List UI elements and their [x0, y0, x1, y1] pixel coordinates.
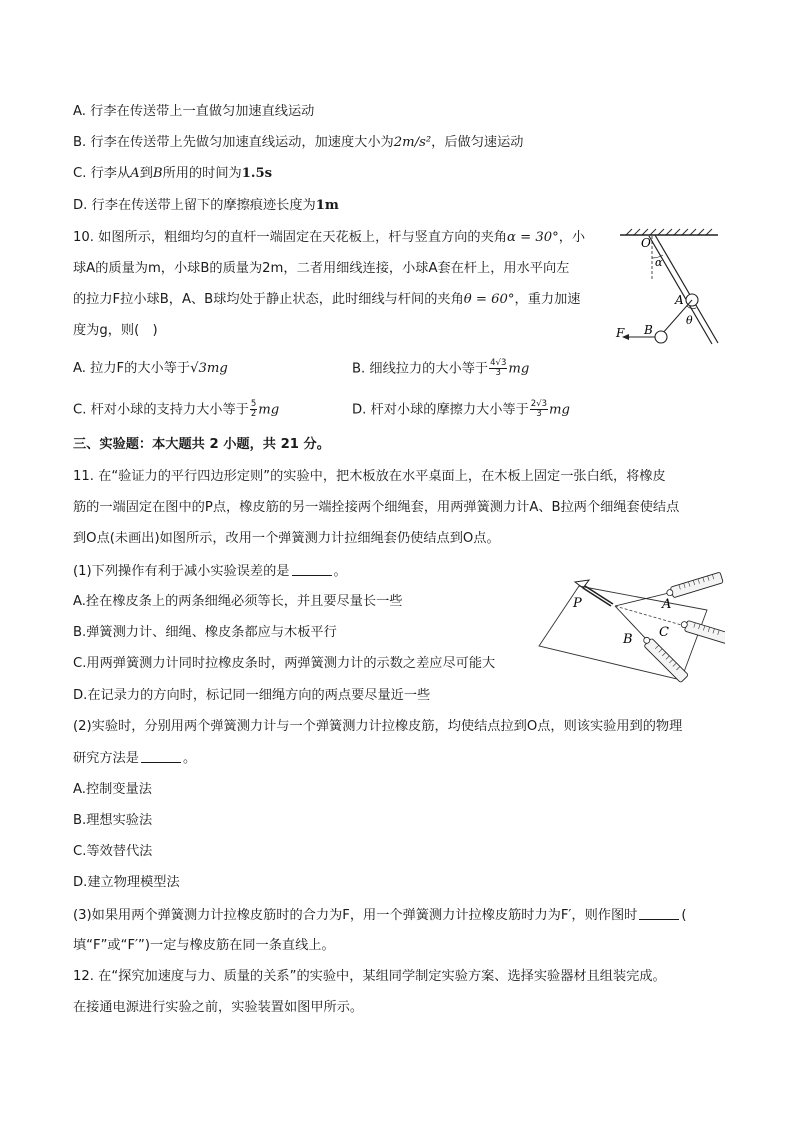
- label-O: O: [641, 236, 651, 250]
- q10-stem-line4: 度为g，则( ): [73, 323, 158, 338]
- q11-part1-option-a: A.拴在橡皮条上的两条细绳必须等长，并且要尽量长一些: [73, 594, 403, 609]
- answer-blank[interactable]: [292, 561, 332, 576]
- q12-stem-line1: 12. 在“探究加速度与力、质量的关系”的实验中，某组同学制定实验方案、选择实验器材且组装完成。: [73, 969, 666, 984]
- q11-board-figure: [535, 566, 725, 684]
- label-B: B: [623, 632, 633, 647]
- q11-part2-line1: (2)实验时，分别用两个弹簧测力计与一个弹簧测力计拉橡皮筋，均使结点拉到O点，则该实验用到的物理: [73, 719, 683, 734]
- label-P: P: [573, 596, 582, 611]
- q11-part2-option-b: B.理想实验法: [73, 813, 153, 828]
- q11-stem-line1: 11. 在“验证力的平行四边形定则”的实验中，把木板放在水平桌面上，在木板上固定一张白纸，将橡皮: [73, 469, 666, 484]
- q11-part1-option-c: C.用两弹簧测力计同时拉橡皮条时，两弹簧测力计的示数之差应尽可能大: [73, 656, 496, 671]
- section-heading: 三、实验题：本大题共 2 小题，共 21 分。: [73, 437, 330, 452]
- label-theta: θ: [686, 314, 693, 327]
- q10-option-a: A. 拉力F的大小等于√3mg: [73, 361, 228, 376]
- q10-stem-line3: 的拉力F拉小球B，A、B球均处于静止状态，此时细线与杆间的夹角θ = 60°，重力加速: [73, 292, 581, 307]
- q11-part3-line1: (3)如果用两个弹簧测力计拉橡皮筋时的合力为F，用一个弹簧测力计拉橡皮筋时力为F′，则作图时 (: [73, 905, 687, 926]
- q11-part2-option-c: C.等效替代法: [73, 844, 153, 859]
- q10-option-b: B. 细线拉力的大小等于 $\frac{4√3}{3}$ mg: [352, 358, 530, 378]
- q11-stem-line2: 筋的一端固定在图中的P点，橡皮筋的另一端拴接两个细绳套，用两弹簧测力计A、B拉两个细绳套使结点: [73, 500, 680, 515]
- ball-B: [655, 331, 667, 343]
- q11-part2-line2: 研究方法是 。: [73, 748, 196, 769]
- label-alpha: α: [655, 256, 663, 269]
- q11-part2-option-a: A.控制变量法: [73, 782, 152, 797]
- q9-option-d: D. 行李在传送带上留下的摩擦痕迹长度为1m: [73, 198, 339, 213]
- q10-option-d: D. 杆对小球的摩擦力大小等于 $\frac{2√3}{3}$ mg: [352, 399, 570, 419]
- q9-option-c: C. 行李从A到B所用的时间为1.5s: [73, 166, 273, 181]
- q9-option-a: A. 行李在传送带上一直做匀加速直线运动: [73, 104, 315, 119]
- q10-rod-figure: [606, 224, 726, 354]
- q11-stem-line3: 到O点(未画出)如图所示，改用一个弹簧测力计拉细绳套仍使结点到O点。: [73, 531, 500, 546]
- q11-part2-option-d: D.建立物理模型法: [73, 875, 180, 890]
- label-F: F: [616, 326, 625, 340]
- label-C: C: [659, 625, 669, 640]
- q9-option-b: B. 行李在传送带上先做匀加速直线运动，加速度大小为2m/s²，后做匀速运动: [73, 135, 524, 150]
- q10-stem-line2: 球A的质量为m，小球B的质量为2m，二者用细线连接，小球A套在杆上，用水平向左: [73, 261, 570, 276]
- label-A: A: [662, 597, 672, 612]
- answer-blank[interactable]: [141, 748, 181, 763]
- q11-part3-line2: 填“F”或“F′”)一定与橡皮筋在同一条直线上。: [73, 938, 335, 953]
- q11-part1-option-b: B.弹簧测力计、细绳、橡皮条都应与木板平行: [73, 625, 337, 640]
- label-B: B: [644, 323, 653, 337]
- q12-stem-line2: 在接通电源进行实验之前，实验装置如图甲所示。: [73, 1000, 364, 1015]
- q10-stem-line1: 10. 如图所示，粗细均匀的直杆一端固定在天花板上，杆与竖直方向的夹角α = 30°，小: [73, 230, 586, 245]
- q11-part1-prompt: (1)下列操作有利于减小实验误差的是 。: [73, 561, 347, 582]
- q11-part1-option-d: D.在记录力的方向时，标记同一细绳方向的两点要尽量近一些: [73, 688, 431, 703]
- answer-blank[interactable]: [639, 905, 679, 920]
- q10-option-c: C. 杆对小球的支持力大小等于 $\frac{5}{2}$ mg: [73, 399, 280, 419]
- label-A: A: [675, 293, 684, 307]
